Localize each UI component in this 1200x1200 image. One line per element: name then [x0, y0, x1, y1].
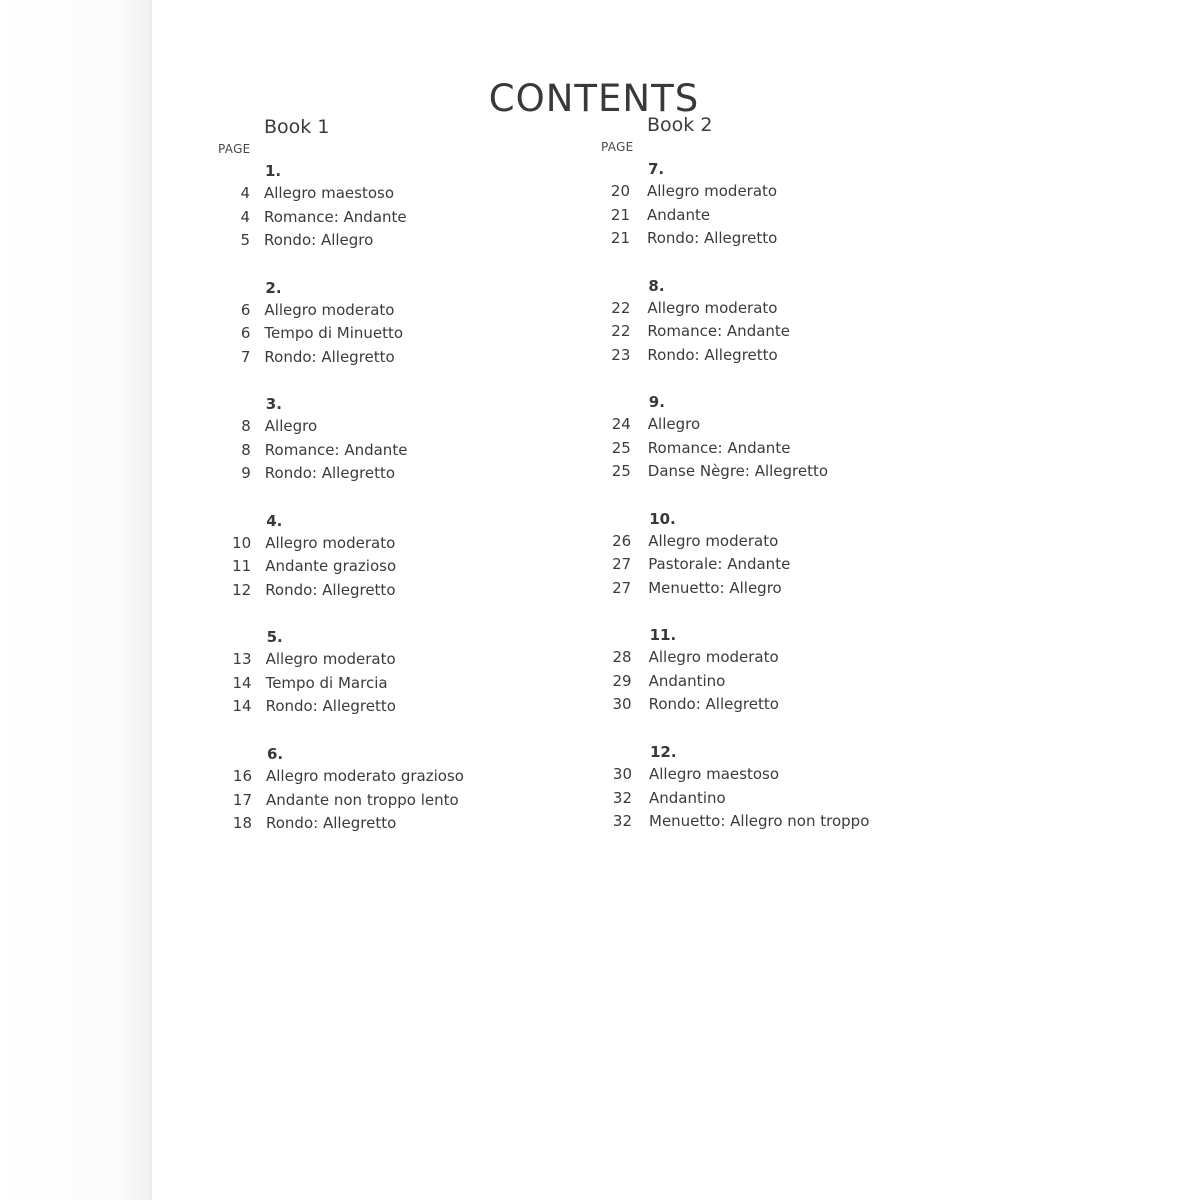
section-number: 5.: [266, 628, 283, 647]
entry-title: Allegro moderato grazioso: [266, 767, 464, 785]
entry-page-number: 14: [232, 673, 252, 692]
entry-page-number: 30: [612, 695, 632, 714]
entry-title: Romance: Andante: [264, 440, 408, 459]
contents-entry: [212, 208, 592, 230]
contents-entry: [212, 348, 592, 370]
entry-page-number: 6: [240, 324, 251, 343]
entry-title: Menuetto: Allegro: [648, 578, 782, 597]
entry-page-number: 11: [232, 557, 252, 576]
entry-title: Pastorale: Andante: [648, 555, 791, 574]
contents-entry: [592, 182, 972, 204]
section-number: 12.: [650, 743, 677, 761]
contents-entry: [213, 534, 593, 556]
section-number: 1.: [265, 162, 282, 180]
entry-page-number: 32: [612, 788, 632, 807]
contents-entry: [214, 650, 594, 672]
contents-entry: [213, 464, 593, 486]
entry-page-number: 27: [612, 555, 632, 574]
entry-title: Allegro moderato: [264, 300, 395, 319]
contents-entry: [212, 184, 592, 206]
entry-page-number: 13: [232, 650, 252, 669]
entry-title: Andantino: [649, 788, 726, 807]
entry-page-number: 8: [241, 417, 251, 436]
entry-title: Allegro moderato: [265, 650, 396, 669]
entry-page-number: 10: [232, 533, 252, 552]
entry-title: Andante: [647, 205, 711, 224]
entry-title: Allegro: [647, 415, 701, 434]
entry-page-number: 21: [610, 205, 630, 224]
entry-title: Menuetto: Allegro non troppo: [649, 812, 870, 830]
contents-entry: [592, 346, 972, 368]
section-number: 7.: [648, 160, 665, 178]
entry-page-number: 21: [610, 229, 630, 247]
contents-entry: [592, 229, 972, 251]
section-number: 9.: [648, 393, 665, 412]
page-gutter: [0, 0, 152, 1200]
entry-title: Rondo: Allegretto: [265, 580, 396, 599]
entry-page-number: 8: [241, 440, 251, 459]
entry-title: Allegro: [264, 417, 318, 436]
entry-page-number: 4: [240, 207, 250, 226]
contents-entry: [594, 789, 974, 811]
contents-entry: [593, 579, 973, 601]
entry-page-number: 12: [232, 580, 252, 599]
contents-entry: [593, 532, 973, 554]
contents-entry: [214, 814, 594, 836]
page-column-label: PAGE: [601, 140, 634, 154]
book-heading: Book 2: [647, 114, 713, 136]
contents-entry: [212, 301, 592, 323]
book-heading: Book 1: [264, 116, 330, 138]
entry-title: Rondo: Allegretto: [647, 229, 778, 247]
entry-title: Rondo: Allegretto: [648, 695, 779, 714]
section-number: 8.: [648, 276, 665, 295]
entry-page-number: 26: [612, 531, 632, 550]
section-number: 2.: [265, 278, 282, 297]
entry-page-number: 5: [240, 231, 250, 249]
contents-entry: [594, 648, 974, 670]
entry-title: Romance: Andante: [647, 438, 791, 457]
entry-page-number: 23: [611, 345, 631, 364]
contents-entry: [594, 812, 974, 834]
contents-entry: [213, 581, 593, 603]
entry-title: Allegro maestoso: [649, 765, 780, 783]
entry-page-number: 17: [232, 790, 252, 809]
entry-page-number: 25: [611, 462, 631, 481]
contents-entry: [593, 415, 973, 437]
contents-entry: [592, 206, 972, 228]
entry-title: Romance: Andante: [647, 322, 791, 341]
entry-title: Rondo: Allegretto: [266, 814, 397, 832]
entry-title: Romance: Andante: [264, 207, 407, 226]
contents-entry: [212, 324, 592, 346]
section-number: 4.: [266, 511, 283, 530]
entry-page-number: 6: [240, 300, 251, 319]
contents-entry: [214, 791, 594, 813]
entry-title: Rondo: Allegro: [264, 231, 374, 249]
entry-page-number: 4: [240, 184, 250, 202]
contents-entry: [213, 441, 593, 463]
contents-entry: [212, 231, 592, 253]
section-number: 6.: [267, 745, 284, 763]
entry-page-number: 24: [611, 415, 631, 434]
contents-entry: [214, 767, 594, 789]
contents-entry: [214, 697, 594, 719]
contents-entry: [593, 439, 973, 461]
entry-page-number: 29: [612, 671, 632, 690]
section-number: 11.: [649, 626, 677, 645]
entry-page-number: 14: [232, 697, 252, 716]
entry-page-number: 27: [612, 578, 632, 597]
entry-title: Tempo di Marcia: [265, 673, 388, 692]
section-number: 10.: [649, 509, 676, 528]
entry-title: Andante non troppo lento: [266, 790, 459, 809]
entry-page-number: 20: [610, 182, 630, 200]
entry-page-number: 32: [612, 812, 632, 830]
contents-entry: [213, 557, 593, 579]
entry-page-number: 22: [611, 298, 631, 317]
entry-title: Rondo: Allegretto: [264, 347, 395, 366]
entry-page-number: 7: [240, 347, 251, 366]
entry-title: Danse Nègre: Allegretto: [647, 462, 829, 481]
contents-entry: [214, 674, 594, 696]
entry-title: Rondo: Allegretto: [647, 345, 778, 364]
contents-entry: [594, 765, 974, 787]
contents-entry: [594, 672, 974, 694]
contents-entry: [594, 695, 974, 717]
entry-title: Andantino: [648, 671, 726, 690]
contents-entry: [213, 417, 593, 439]
entry-title: Allegro moderato: [647, 182, 778, 200]
entry-page-number: 9: [241, 464, 251, 483]
section-number: 3.: [265, 395, 282, 414]
entry-page-number: 16: [232, 767, 252, 785]
entry-title: Allegro maestoso: [264, 184, 395, 202]
page-title: CONTENTS: [488, 76, 700, 120]
entry-title: Tempo di Minuetto: [264, 324, 404, 343]
entry-title: Rondo: Allegretto: [265, 697, 396, 716]
entry-page-number: 28: [612, 648, 632, 667]
entry-title: Allegro moderato: [265, 533, 396, 552]
entry-title: Allegro moderato: [647, 298, 778, 317]
entry-title: Allegro moderato: [648, 531, 779, 550]
contents-entry: [592, 299, 972, 321]
entry-page-number: 25: [611, 438, 631, 457]
entry-page-number: 30: [612, 765, 632, 783]
entry-title: Andante grazioso: [265, 557, 397, 576]
entry-title: Rondo: Allegretto: [264, 464, 396, 483]
contents-entry: [592, 322, 972, 344]
entry-title: Allegro moderato: [648, 648, 779, 667]
contents-entry: [593, 462, 973, 484]
entry-page-number: 22: [611, 322, 631, 341]
entry-page-number: 18: [232, 814, 252, 832]
page-column-label: PAGE: [218, 142, 251, 156]
contents-entry: [593, 555, 973, 577]
